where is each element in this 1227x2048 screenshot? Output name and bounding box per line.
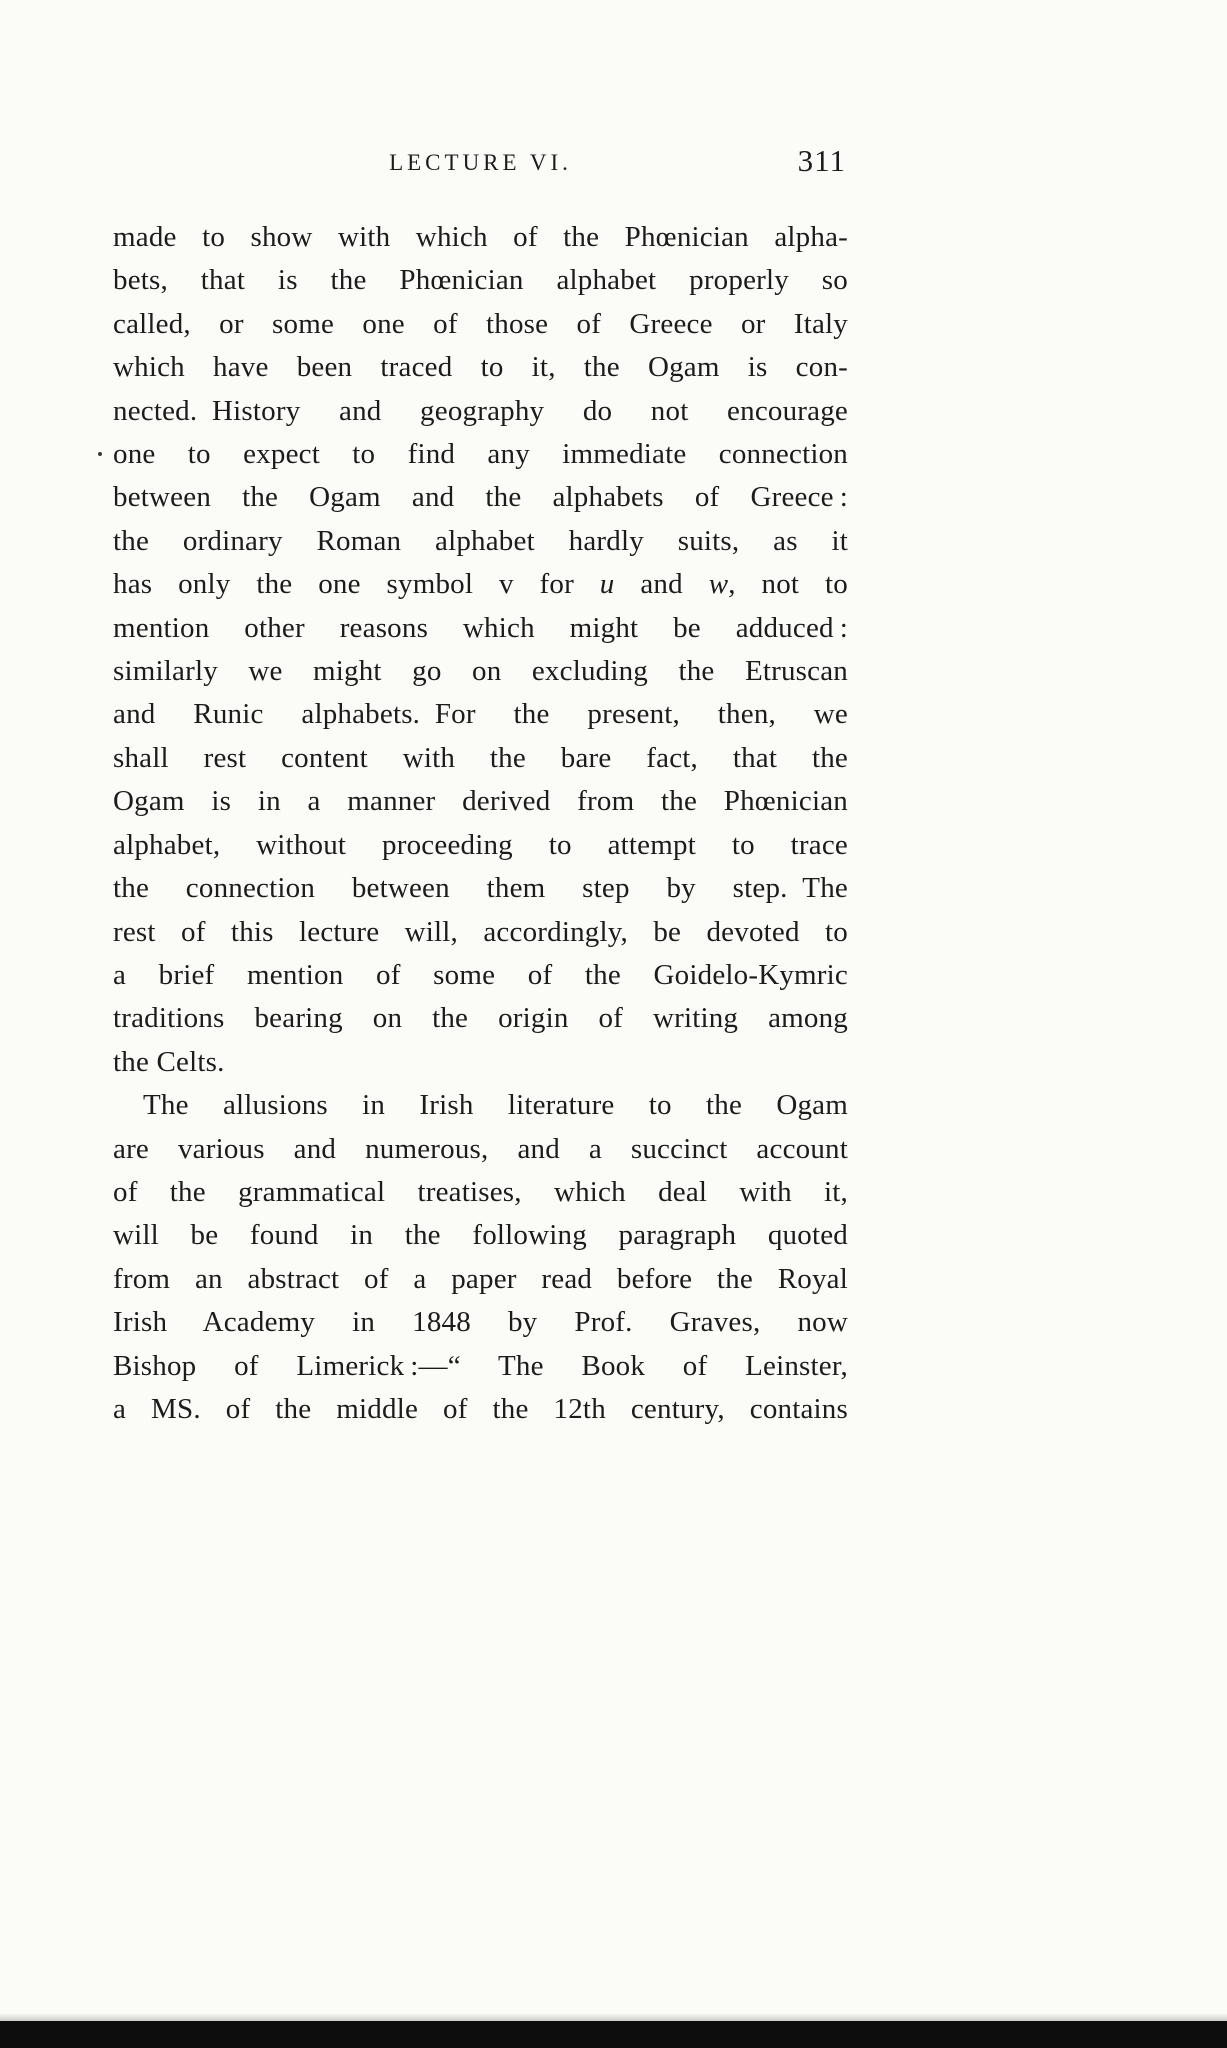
- text-segment: and Runic alphabets. For the present, then, we: [113, 698, 848, 731]
- text-line: [113, 520, 848, 563]
- text-segment: a brief mention of some of the Goidelo-Kymric: [113, 958, 848, 991]
- paragraph: [113, 1084, 848, 1431]
- text-line: [113, 216, 848, 259]
- text-segment: nected. History and geography do not encourage: [113, 394, 848, 427]
- scan-edge-bar: [0, 2021, 1227, 2048]
- text-line: [113, 737, 848, 780]
- text-segment: , not to: [728, 568, 849, 601]
- text-line: [113, 1171, 848, 1214]
- text-segment: made to show with which of the Phœnician alpha-: [113, 221, 848, 253]
- text-line: [113, 259, 848, 302]
- text-line: [113, 911, 848, 954]
- text-line: [113, 780, 848, 823]
- text-segment: which have been traced to it, the Ogam is con-: [113, 351, 848, 384]
- text-line: [113, 1388, 848, 1431]
- text-segment: alphabet, without proceeding to attempt to trace: [113, 828, 848, 861]
- text-line: [113, 867, 848, 910]
- running-header: [113, 143, 848, 186]
- marginal-dot-artifact: [98, 452, 102, 456]
- text-segment: of the grammatical treatises, which deal with it,: [113, 1175, 848, 1208]
- text-line: [113, 346, 848, 389]
- italic-text-segment: u: [599, 568, 615, 601]
- text-segment: Ogam is in a manner derived from the Phœnician: [113, 785, 848, 818]
- text-line: [113, 824, 848, 867]
- text-line: [113, 563, 848, 606]
- text-segment: the ordinary Roman alphabet hardly suits, as it: [113, 524, 848, 557]
- text-line: [113, 1214, 848, 1257]
- text-segment: a MS. of the middle of the 12th century, contains: [113, 1392, 848, 1425]
- text-segment: The allusions in Irish literature to the Ogam: [143, 1089, 848, 1122]
- scan-edge-shadow: [0, 2013, 1227, 2021]
- text-segment: bets, that is the Phœnician alphabet properly so: [113, 264, 848, 297]
- text-segment: Irish Academy in 1848 by Prof. Graves, now: [113, 1306, 848, 1339]
- text-line: [113, 476, 848, 519]
- text-line: [113, 1084, 848, 1127]
- text-line: [113, 693, 848, 736]
- text-segment: shall rest content with the bare fact, that the: [113, 741, 848, 774]
- text-line: [113, 1345, 848, 1388]
- text-line: [113, 1041, 848, 1084]
- text-segment: will be found in the following paragraph quoted: [113, 1219, 848, 1252]
- text-segment: the connection between them step by step. The: [113, 872, 848, 905]
- text-block: [113, 216, 848, 1431]
- text-segment: has only the one symbol v for: [113, 568, 600, 601]
- text-segment: are various and numerous, and a succinct account: [113, 1132, 848, 1165]
- text-segment: called, or some one of those of Greece or Italy: [113, 307, 848, 340]
- running-title: LECTURE VI.: [389, 150, 572, 175]
- text-line: [113, 997, 848, 1040]
- text-line: [113, 1128, 848, 1171]
- text-line: [113, 303, 848, 346]
- text-line: [113, 650, 848, 693]
- text-segment: and: [614, 568, 709, 601]
- text-segment: Bishop of Limerick :—“ The Book of Leinster,: [113, 1349, 848, 1382]
- italic-text-segment: w: [708, 568, 729, 601]
- text-line: [113, 954, 848, 997]
- text-segment: similarly we might go on excluding the Etruscan: [113, 655, 848, 688]
- text-line: [113, 1258, 848, 1301]
- text-segment: mention other reasons which might be adduced :: [113, 611, 848, 644]
- text-segment: rest of this lecture will, accordingly, be devoted to: [113, 915, 848, 948]
- text-segment: the Celts.: [113, 1045, 225, 1078]
- text-line: [113, 607, 848, 650]
- text-segment: between the Ogam and the alphabets of Greece :: [113, 481, 848, 514]
- text-segment: one to expect to find any immediate connection: [113, 438, 848, 471]
- page-number: 311: [797, 143, 846, 178]
- text-segment: from an abstract of a paper read before the Royal: [113, 1262, 848, 1295]
- text-line: [113, 390, 848, 433]
- text-line: [113, 1301, 848, 1344]
- paragraph: [113, 216, 848, 1084]
- text-line: [113, 433, 848, 476]
- text-segment: traditions bearing on the origin of writing among: [113, 1002, 848, 1035]
